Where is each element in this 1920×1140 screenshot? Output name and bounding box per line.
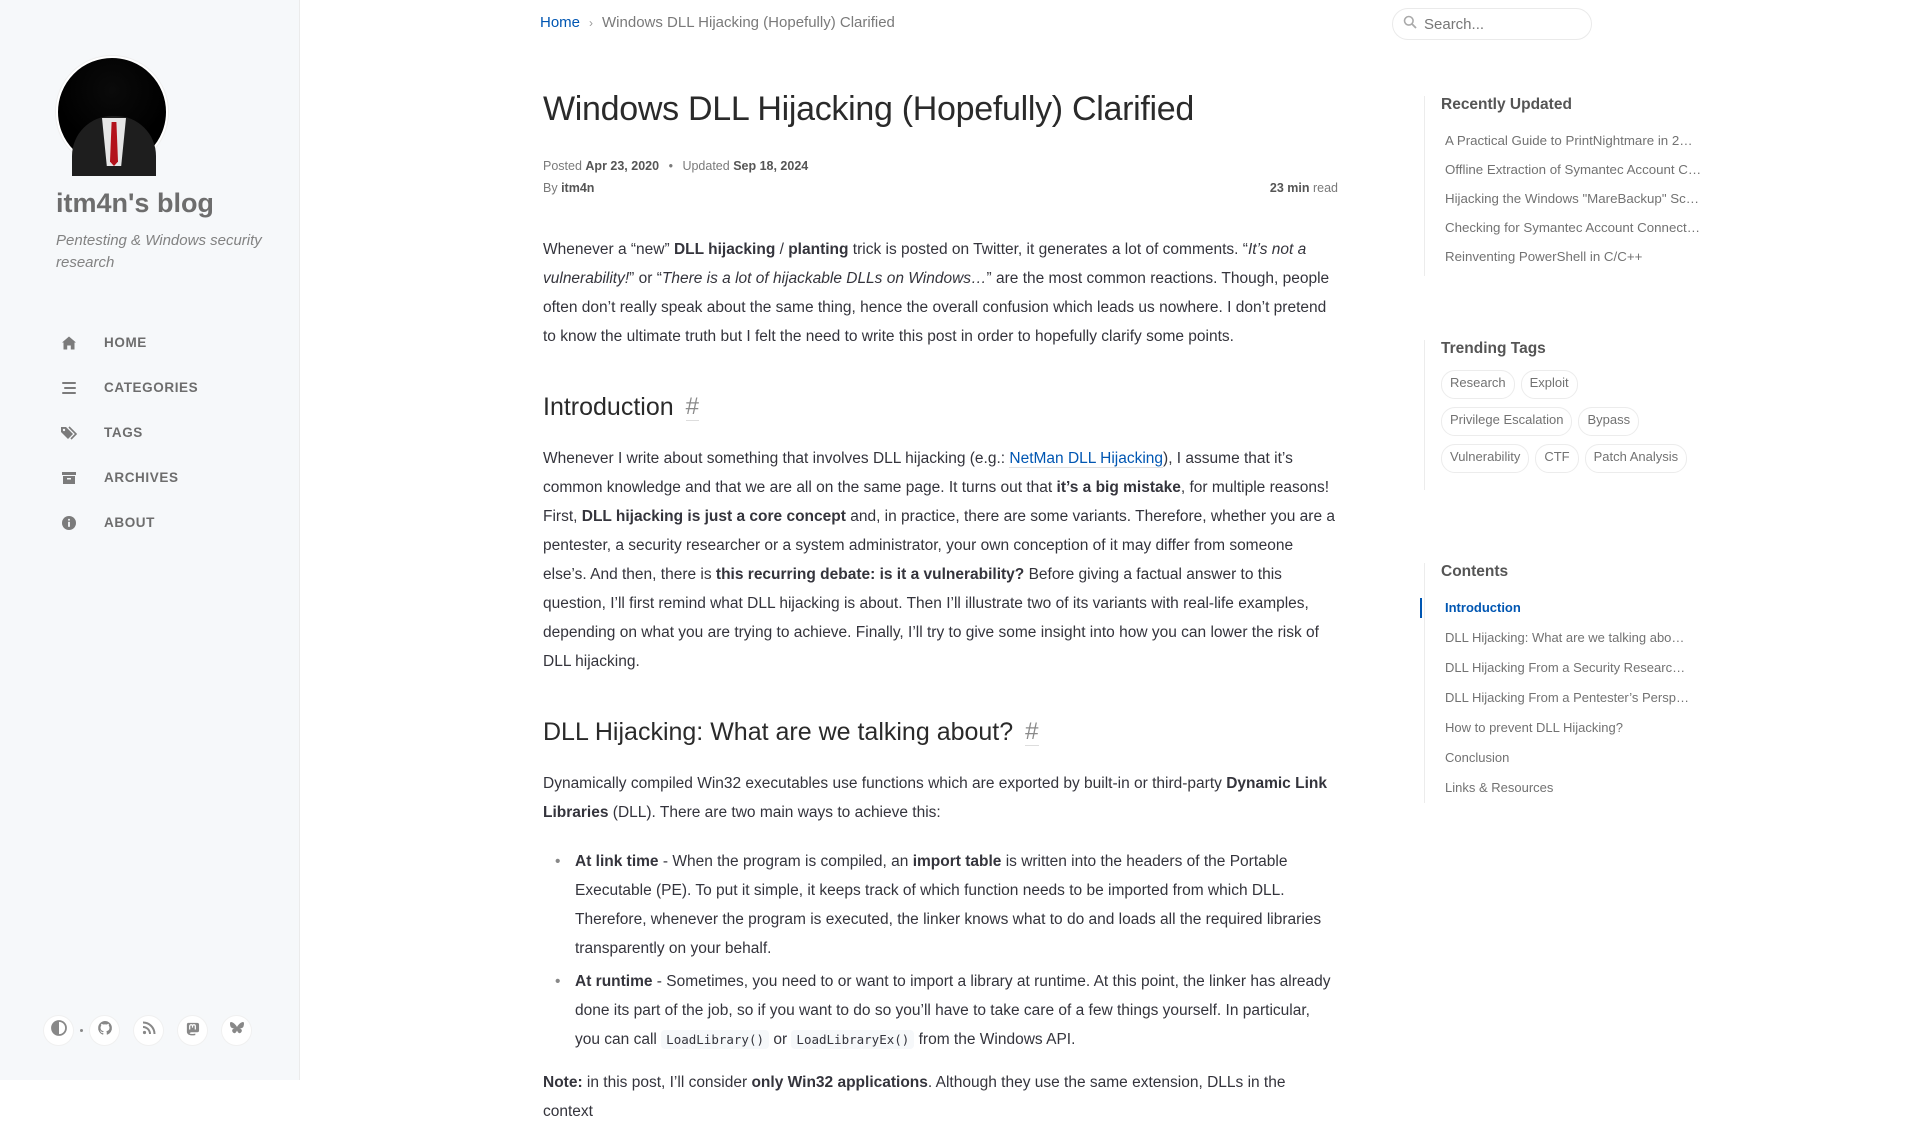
sidebar-item-archives[interactable]: [0, 455, 300, 500]
bold-text: DLL hijacking is just a core concept: [581, 508, 846, 525]
inline-code: LoadLibrary(): [661, 1030, 769, 1049]
heading-text: DLL Hijacking: What are we talking about?: [543, 718, 1014, 746]
bold-text: At link time: [575, 853, 659, 870]
toc-item-links-resources[interactable]: Links & Resources: [1445, 780, 1554, 795]
breadcrumb: [540, 14, 895, 31]
sidebar-bottom-links: [44, 1016, 266, 1045]
mastodon-icon: [185, 1021, 200, 1041]
recently-updated-title: Recently Updated: [1441, 96, 1572, 113]
sidebar-nav: [0, 320, 300, 545]
sidebar-item-categories[interactable]: [0, 365, 300, 410]
recently-updated-panel: [1424, 96, 1724, 276]
text: - When the program is compiled, an: [658, 853, 913, 870]
italic-text: It’s not a vulnerability!: [543, 241, 1307, 287]
github-link[interactable]: [90, 1016, 119, 1045]
heading-what-are-we-talking-about: [543, 718, 1338, 747]
text: trick is posted on Twitter, it generates a lot of comments. “: [848, 241, 1248, 258]
recent-post-link[interactable]: Reinventing PowerShell in C/C++: [1445, 249, 1643, 264]
text: Whenever I write about something that involves DLL hijacking (e.g.:: [543, 450, 1010, 467]
text: is written into the headers of the Portable Executable (PE). To put it simple, it keeps track of which function needs to be imported from which DLL. Therefore, whenever the program is executed, the linker knows what to do and loads all the required libraries transparently on your behalf.: [575, 853, 1322, 957]
bold-text: DLL hijacking: [673, 241, 776, 258]
site-subtitle: Pentesting & Windows security research: [56, 232, 262, 271]
toc-item-pentester[interactable]: DLL Hijacking From a Pentester’s Persp…: [1445, 690, 1689, 705]
tag-research[interactable]: Research: [1441, 370, 1515, 399]
sidebar-item-label: CATEGORIES: [104, 380, 199, 395]
site-title[interactable]: itm4n's blog: [56, 188, 214, 218]
info-icon: [60, 514, 78, 532]
author-name[interactable]: itm4n: [561, 181, 595, 195]
rss-icon: [142, 1021, 156, 1040]
sidebar-item-about[interactable]: [0, 500, 300, 545]
trending-tags-panel: [1424, 340, 1724, 490]
separator-dot: [80, 1029, 83, 1032]
tag-patch-analysis[interactable]: Patch Analysis: [1585, 444, 1688, 473]
text: , for multiple reasons! First,: [543, 479, 1330, 525]
heading-introduction: [543, 393, 1338, 422]
anchor-link-icon[interactable]: #: [685, 393, 699, 420]
sidebar-item-label: ABOUT: [104, 515, 155, 530]
text: Whenever a “new”: [543, 241, 674, 258]
post-meta-author-row: [543, 181, 1338, 195]
netman-dll-hijacking-link[interactable]: NetMan DLL Hijacking: [1009, 450, 1164, 467]
text: in this post, I’ll consider: [582, 1074, 752, 1091]
tag-list: [1441, 370, 1701, 481]
toc-item-what-are-we-talking-about[interactable]: DLL Hijacking: What are we talking abo…: [1445, 630, 1685, 645]
toc-item-introduction[interactable]: Introduction: [1441, 593, 1724, 623]
mastodon-link[interactable]: [178, 1016, 207, 1045]
tag-privilege-escalation[interactable]: Privilege Escalation: [1441, 407, 1572, 436]
sidebar-item-label: HOME: [104, 335, 147, 350]
author-line: [543, 181, 594, 195]
posted-date: Apr 23, 2020: [585, 159, 660, 173]
sidebar: [0, 0, 300, 1080]
intro-paragraph: [543, 235, 1338, 351]
bold-text: planting: [788, 241, 849, 258]
text: Before giving a factual answer to this question, I’ll first remind what DLL hijacking is about. Then I’ll illustrate two of its variants with real-life examples, depending on what you are trying to achieve. Finally, I’ll try to give some insight into how you can lower the risk of DLL hijacking.: [543, 566, 1319, 670]
introduction-paragraph: [543, 444, 1338, 676]
text: ” or “: [629, 270, 662, 287]
text: ), I assume that it’s common knowledge and that we are all on the same page. It turns out that: [543, 450, 1293, 496]
text: and, in practice, there are some variants. Therefore, whether you are a pentester, a security researcher or a system administrator, your own conception of it may differ from someone else’s. And then, there is: [543, 508, 1335, 583]
sidebar-item-label: TAGS: [104, 425, 143, 440]
github-icon: [97, 1020, 113, 1041]
text: from the Windows API.: [914, 1031, 1076, 1048]
updated-date: Sep 18, 2024: [733, 159, 809, 173]
article: [543, 90, 1338, 1140]
tags-icon: [60, 424, 78, 442]
read-time-label: read: [1312, 181, 1338, 195]
text: /: [775, 241, 789, 258]
bold-text: it’s a big mistake: [1056, 479, 1181, 496]
list-item: [543, 967, 1338, 1054]
tag-exploit[interactable]: Exploit: [1521, 370, 1578, 399]
read-time: [1270, 181, 1338, 195]
updated-label: Updated: [682, 159, 730, 173]
sidebar-item-home[interactable]: [0, 320, 300, 365]
tag-vulnerability[interactable]: Vulnerability: [1441, 444, 1529, 473]
chevron-right-icon: ›: [589, 15, 594, 30]
avatar[interactable]: [56, 56, 168, 168]
search-input[interactable]: [1424, 16, 1574, 33]
sidebar-item-label: ARCHIVES: [104, 470, 179, 485]
breadcrumb-home-link[interactable]: Home: [540, 14, 581, 31]
table-of-contents: [1424, 563, 1724, 803]
archive-icon: [60, 469, 78, 487]
bold-text: import table: [912, 853, 1002, 870]
anchor-link-icon[interactable]: #: [1025, 718, 1039, 745]
heading-text: Introduction: [543, 393, 674, 421]
page-title: Windows DLL Hijacking (Hopefully) Clarified: [543, 90, 1194, 128]
by-label: By: [543, 181, 558, 195]
text: - Sometimes, you need to or want to import a library at runtime. At this point, the linker has already done its part of the job, so if you want to do so you’ll have to take care of a few things yourself. In particular, you can call: [575, 973, 1331, 1048]
text: (DLL). There are two main ways to achieve this:: [608, 804, 941, 821]
bluesky-link[interactable]: [222, 1016, 251, 1045]
bars-icon: [60, 379, 78, 397]
bold-text: Note:: [543, 1074, 583, 1091]
rss-link[interactable]: [134, 1016, 163, 1045]
text: or: [769, 1031, 792, 1048]
bluesky-icon: [229, 1021, 245, 1040]
dll-ways-list: [543, 847, 1338, 1054]
text: ” are the most common reactions. Though, people often don’t really speak about the same thing, hence the overall confusion which leads us nowhere. I don’t pretend to know the ultimate truth but I felt the need to write this post in order to hopefully clarify some points.: [543, 270, 1330, 345]
recent-post-link[interactable]: Hijacking the Windows "MareBackup" Sc…: [1445, 191, 1700, 206]
meta-separator: •: [668, 159, 673, 173]
home-icon: [60, 334, 78, 352]
toc-title: Contents: [1441, 563, 1509, 580]
list-item: [543, 847, 1338, 963]
posted-label: Posted: [543, 159, 582, 173]
post-meta: [543, 159, 1338, 173]
inline-code: LoadLibraryEx(): [791, 1030, 914, 1049]
toc-item-security-researcher[interactable]: DLL Hijacking From a Security Researc…: [1445, 660, 1686, 675]
tag-bypass[interactable]: Bypass: [1578, 407, 1639, 436]
recent-post-link[interactable]: Checking for Symantec Account Connect…: [1445, 220, 1700, 235]
bold-text: this recurring debate: is it a vulnerability?: [715, 566, 1025, 583]
read-time-value: 23 min: [1269, 181, 1310, 195]
search-box[interactable]: [1392, 8, 1592, 40]
bold-text: Dynamic Link Libraries: [543, 775, 1327, 821]
toc-item-prevent[interactable]: How to prevent DLL Hijacking?: [1445, 720, 1623, 735]
breadcrumb-current: Windows DLL Hijacking (Hopefully) Clarified: [602, 14, 895, 31]
tag-ctf[interactable]: CTF: [1535, 444, 1578, 473]
trending-tags-title: Trending Tags: [1441, 340, 1546, 357]
toc-item-conclusion[interactable]: Conclusion: [1445, 750, 1510, 765]
text: . Although they use the same extension, DLLs in the context: [543, 1074, 1286, 1120]
search-icon: [1403, 15, 1417, 34]
theme-toggle-button[interactable]: [44, 1016, 73, 1045]
bold-text: At runtime: [575, 973, 653, 990]
recent-post-link[interactable]: A Practical Guide to PrintNightmare in 2…: [1445, 133, 1693, 148]
what-paragraph: [543, 769, 1338, 827]
bold-text: only Win32 applications: [751, 1074, 928, 1091]
sidebar-item-tags[interactable]: [0, 410, 300, 455]
post-content: [543, 235, 1338, 1126]
text: Dynamically compiled Win32 executables use functions which are exported by built-in or third-party: [543, 775, 1227, 792]
note-paragraph: [543, 1068, 1338, 1126]
italic-text: There is a lot of hijackable DLLs on Windows…: [661, 270, 987, 287]
theme-toggle-icon: [51, 1020, 67, 1041]
recent-post-link[interactable]: Offline Extraction of Symantec Account C…: [1445, 162, 1702, 177]
